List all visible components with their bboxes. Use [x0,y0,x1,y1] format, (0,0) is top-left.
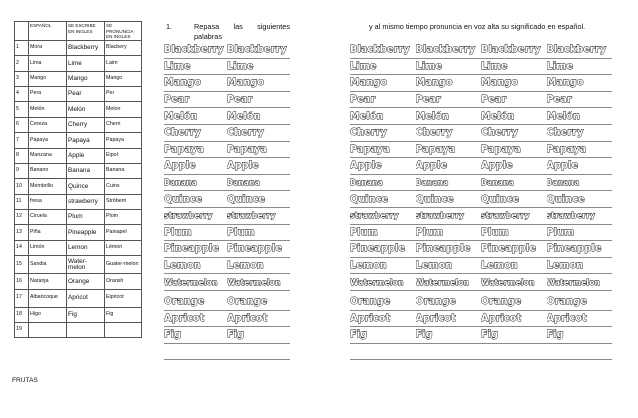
tracing-word: Orange [227,296,268,308]
table-cell-num: 14 [15,240,29,255]
tracing-word: Mango [546,77,584,89]
table-cell-num: 8 [15,148,29,163]
tracing-row [350,225,612,242]
table-cell-en: Cherry [67,117,105,132]
tracing-word: Orange [350,296,391,308]
table-row [15,323,142,338]
table-cell-num: 9 [15,163,29,178]
table-cell-pron: Strōberri [105,194,142,209]
tracing-row [164,208,290,225]
tracing-word: Cherry [164,127,201,139]
table-cell-pron: Cuins [105,179,142,194]
table-cell-pron: Guater-melon [105,256,142,274]
tracing-word: Melón [164,110,198,122]
table-cell-en: Pear [67,86,105,101]
tracing-row [350,108,612,125]
tracing-word: Apple [227,160,259,172]
tracing-word: Melón [350,110,384,122]
tracing-word: Pineapple [546,243,602,255]
tracing-word: Apricot [227,312,268,324]
tracing-word: Lemon [415,260,453,272]
tracing-row [350,208,612,225]
tracing-word: Apricot [481,312,522,324]
table-header-cell: SE ESCRIBE EN INGLES [67,22,105,41]
table-cell-pron: Painapel [105,225,142,240]
tracing-row [350,142,612,159]
table-cell-en: Lime [67,56,105,71]
tracing-word: strawberry [350,211,399,221]
table-cell-en: Pineapple [67,225,105,240]
table-cell-es: Lima [29,56,67,71]
tracing-word: Apple [481,160,513,172]
table-cell-es: Naranja [29,274,67,289]
table-cell-pron: Melon [105,102,142,117]
tracing-row [350,258,612,275]
tracing-word: Mango [227,77,265,89]
tracing-word: Fig [415,329,433,341]
tracing-word: Quince [546,193,585,205]
tracing-word: Lemon [164,260,201,272]
tracing-word: Papaya [481,143,521,155]
table-cell-en: Mango [67,71,105,86]
tracing-word: Pineapple [164,243,220,255]
tracing-row [350,191,612,208]
table-cell-num: 19 [15,323,29,338]
table-cell-es: Mora [29,40,67,55]
tracing-word: Plum [415,226,444,238]
tracing-word: Melón [546,110,581,122]
tracing-word: Mango [350,77,388,89]
table-cell-pron: Plom [105,210,142,225]
tracing-word: Apricot [164,312,205,324]
table-cell-es: Mango [29,71,67,86]
tracing-word: Apricot [350,312,391,324]
tracing-word: Plum [164,226,192,238]
table-cell-es: Melón [29,102,67,117]
table-cell-en: Quince [67,179,105,194]
table-cell-en: Melón [67,102,105,117]
table-row [15,225,142,240]
table-cell-en: Blackberry [67,40,105,55]
tracing-word: Lime [227,60,254,72]
table-cell-es: Higo [29,307,67,322]
table-cell-pron: Blacbery [105,40,142,55]
tracing-word: Quince [227,193,266,205]
tracing-word: Pear [546,94,572,106]
table-row [15,86,142,101]
tracing-row [164,327,290,344]
tracing-row [350,59,612,76]
table-row [15,307,142,322]
tracing-row [350,125,612,142]
tracing-word: Pineapple [481,243,537,255]
tracing-row [164,175,290,192]
tracing-row [350,175,612,192]
table-row [15,133,142,148]
table-cell-num: 1 [15,40,29,55]
table-cell-en: strawberry [67,194,105,209]
tracing-word: Apple [350,160,382,172]
tracing-row [164,258,290,275]
tracing-row [164,311,290,328]
instruction-line-1: Repasa las siguientes [194,22,290,31]
table-cell-num: 3 [15,71,29,86]
tracing-word: Orange [164,296,205,308]
tracing-word: Pear [350,94,376,106]
tracing-word: Mango [481,77,519,89]
tracing-word: Fig [546,329,564,341]
tracing-row [164,191,290,208]
tracing-practice-right [350,42,612,360]
tracing-row [350,92,612,109]
tracing-word: Cherry [481,127,518,139]
tracing-word: Blackberry [415,44,476,56]
tracing-word: Pear [164,94,190,106]
tracing-word: Mango [164,77,202,89]
tracing-row [164,125,290,142]
table-cell-num: 15 [15,256,29,274]
table-cell-es: fresa [29,194,67,209]
table-cell-pron: Laim [105,56,142,71]
table-header-cell: ESPAÑOL [29,22,67,41]
tracing-row [164,241,290,258]
table-cell-pron: Lémon [105,240,142,255]
tracing-word: Orange [546,296,587,308]
table-cell-pron: Fig [105,307,142,322]
tracing-word: Cherry [350,127,387,139]
tracing-word: Apple [415,160,448,172]
table-row [15,40,142,55]
tracing-word: Watermelon [350,277,404,287]
table-row [15,210,142,225]
tracing-word: Melón [227,110,261,122]
tracing-word: Quince [415,193,454,205]
tracing-word: Fig [481,329,499,341]
tracing-row [164,108,290,125]
table-cell-num: 6 [15,117,29,132]
tracing-row [350,42,612,59]
table-header-row [15,22,142,41]
tracing-word: Apple [546,160,579,172]
table-cell-en: Apple [67,148,105,163]
table-cell-num: 2 [15,56,29,71]
table-cell-en: Lemon [67,240,105,255]
tracing-word: Papaya [350,143,390,155]
table-cell-pron: Cherri [105,117,142,132]
empty-ruled-line [164,344,290,361]
instruction-continuation: y al mismo tiempo pronuncia en voz alta su significado en español. [369,22,586,31]
tracing-word: Blackberry [546,44,607,56]
tracing-row [350,294,612,311]
table-cell-es: Sandia [29,256,67,274]
tracing-word: Lemon [227,260,264,272]
table-row [15,102,142,117]
tracing-word: Watermelon [227,277,281,287]
tracing-word: strawberry [481,211,530,221]
tracing-word: Apricot [546,312,587,324]
tracing-word: strawberry [415,211,465,221]
table-cell-pron [105,323,142,338]
empty-ruled-line [350,344,612,361]
table-cell-en: Orange [67,274,105,289]
tracing-word: Banana [227,178,260,188]
tracing-row [164,59,290,76]
tracing-row [350,311,612,328]
table-cell-num: 16 [15,274,29,289]
tracing-word: Melón [415,110,450,122]
table-row [15,71,142,86]
table-cell-es: Piña [29,225,67,240]
tracing-word: Blackberry [350,44,410,56]
table-cell-num: 5 [15,102,29,117]
table-header-cell: SE PRONUNCIA EN INGLES [105,22,142,41]
tracing-word: Cherry [415,127,453,139]
table-cell-es: Pera [29,86,67,101]
tracing-row [350,327,612,344]
table-cell-num: 18 [15,307,29,322]
tracing-word: Pineapple [350,243,406,255]
table-cell-pron: Eipol [105,148,142,163]
footer-label: FRUTAS [12,377,38,384]
tracing-word: Quince [481,193,520,205]
tracing-word: Fig [164,329,182,341]
tracing-word: Quince [164,193,203,205]
tracing-word: Lemon [546,260,584,272]
tracing-word: Papaya [227,143,267,155]
tracing-word: Mango [415,77,453,89]
table-row [15,148,142,163]
table-cell-es: Manzana [29,148,67,163]
table-row [15,274,142,289]
vocabulary-table [14,21,142,338]
table-cell-pron: Eipricot [105,289,142,307]
table-header-cell [15,22,29,41]
tracing-word: Plum [350,226,378,238]
tracing-row [164,225,290,242]
tracing-word: Watermelon [481,277,535,287]
tracing-word: Banana [415,178,449,188]
tracing-word: Banana [481,178,514,188]
tracing-word: Quince [350,193,389,205]
table-row [15,179,142,194]
tracing-word: Apple [164,160,196,172]
tracing-practice-left [164,42,290,360]
table-cell-es: Banano [29,163,67,178]
table-cell-pron: Per [105,86,142,101]
table-cell-en: Papaya [67,133,105,148]
tracing-word: Lemon [481,260,518,272]
tracing-word: Pear [481,94,507,106]
tracing-word: Pineapple [415,243,471,255]
table-cell-num: 13 [15,225,29,240]
table-row [15,163,142,178]
tracing-word: Orange [415,296,456,308]
tracing-word: Watermelon [546,277,601,287]
table-cell-en: Plum [67,210,105,225]
tracing-row [164,274,290,291]
table-cell-en [67,323,105,338]
table-cell-en: Apricot [67,289,105,307]
table-cell-es [29,323,67,338]
tracing-row [164,294,290,311]
tracing-word: Blackberry [164,44,224,56]
table-row [15,289,142,307]
table-cell-pron: Papaya [105,133,142,148]
instruction-number: 1. [166,22,173,31]
table-cell-num: 12 [15,210,29,225]
tracing-word: Lime [546,60,574,72]
tracing-row [164,75,290,92]
tracing-row [164,42,290,59]
tracing-word: Blackberry [481,44,541,56]
tracing-word: Plum [481,226,509,238]
tracing-word: Lemon [350,260,387,272]
tracing-word: Apricot [415,312,456,324]
table-row [15,117,142,132]
tracing-word: Lime [415,60,443,72]
tracing-word: Watermelon [164,277,218,287]
tracing-row [350,274,612,291]
table-cell-es: Limón [29,240,67,255]
table-row [15,56,142,71]
tracing-word: Banana [546,178,580,188]
table-cell-en: Fig [67,307,105,322]
tracing-row [350,241,612,258]
table-row [15,194,142,209]
tracing-row [164,158,290,175]
table-cell-num: 4 [15,86,29,101]
tracing-row [350,75,612,92]
tracing-word: Fig [227,329,245,341]
tracing-word: Pineapple [227,243,283,255]
tracing-word: Plum [546,226,575,238]
table-cell-es: Membrillo [29,179,67,194]
tracing-word: Cherry [227,127,264,139]
instruction-line-2: palabras [194,32,222,41]
tracing-word: Banana [350,178,383,188]
tracing-word: strawberry [164,211,213,221]
table-cell-num: 17 [15,289,29,307]
tracing-word: Plum [227,226,255,238]
table-cell-num: 11 [15,194,29,209]
table-cell-es: Cereza [29,117,67,132]
table-row [15,256,142,274]
tracing-word: Pear [415,94,441,106]
tracing-word: Orange [481,296,522,308]
tracing-word: Watermelon [415,277,470,287]
tracing-word: Banana [164,178,197,188]
table-cell-num: 7 [15,133,29,148]
table-cell-es: Albaricoque [29,289,67,307]
tracing-word: Blackberry [227,44,287,56]
table-cell-pron: Banana [105,163,142,178]
table-cell-en: Banana [67,163,105,178]
table-cell-en: Water-melon [67,256,105,274]
table-cell-num: 10 [15,179,29,194]
tracing-word: Melón [481,110,515,122]
tracing-word: Papaya [415,143,456,155]
tracing-word: Lime [350,60,377,72]
tracing-word: Papaya [164,143,204,155]
table-cell-es: Ciruela [29,210,67,225]
tracing-row [164,92,290,109]
tracing-word: Papaya [546,143,587,155]
tracing-word: Lime [481,60,508,72]
table-cell-es: Papaya [29,133,67,148]
tracing-word: Lime [164,60,191,72]
tracing-word: Pear [227,94,253,106]
tracing-row [350,158,612,175]
table-cell-pron: Oransh [105,274,142,289]
tracing-row [164,142,290,159]
table-cell-pron: Mango [105,71,142,86]
tracing-word: Cherry [546,127,584,139]
table-row [15,240,142,255]
tracing-word: Fig [350,329,368,341]
tracing-word: strawberry [546,211,596,221]
tracing-word: strawberry [227,211,276,221]
